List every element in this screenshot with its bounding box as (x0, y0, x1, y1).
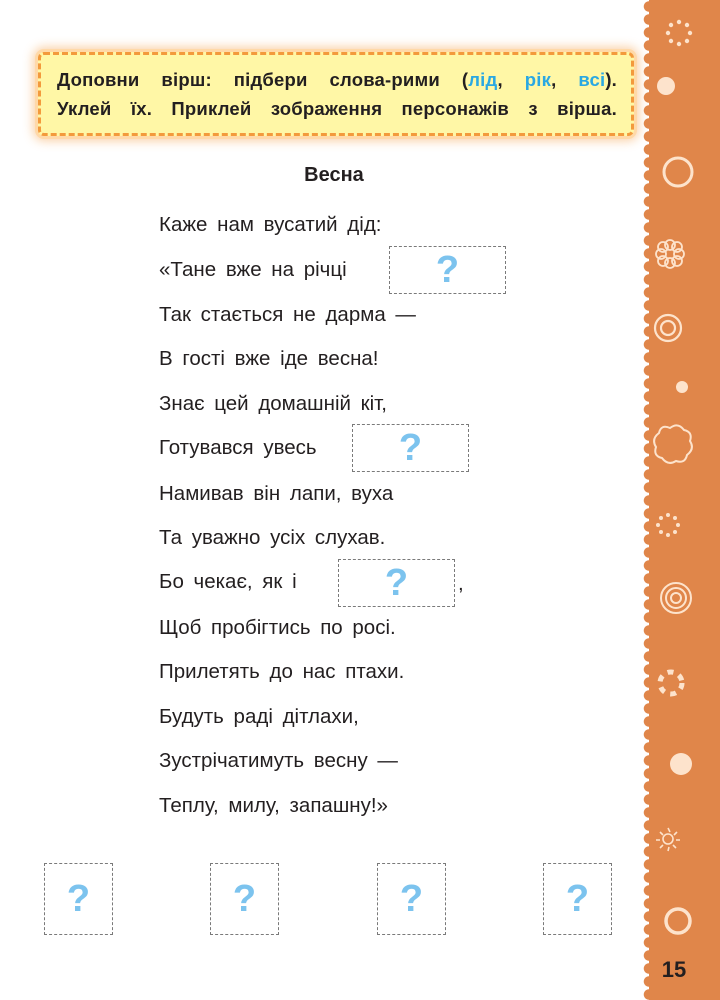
side-decorations (651, 0, 711, 960)
wavy-circle-icon (654, 425, 692, 462)
dotted-circle-icon (656, 513, 680, 537)
question-mark-icon: ? (399, 878, 424, 920)
poem-line: Щоб пробігтись по росі. (159, 616, 396, 639)
poem-title: Весна (304, 164, 364, 186)
question-mark-icon: ? (565, 878, 590, 920)
trailing-comma: , (458, 572, 464, 595)
poem-line: Готувався увесь (159, 436, 317, 459)
ring-icon (664, 158, 692, 186)
rhyme-word: всі (578, 69, 606, 90)
separator: , (497, 69, 525, 90)
poem-line: Намивав він лапи, вуха (159, 482, 394, 505)
page-number: 15 (661, 957, 687, 982)
poem-line: Та уважно усіх слухав. (159, 526, 386, 549)
character-sticker-slot[interactable] (210, 863, 279, 935)
poem-line: В гості вже іде весна! (159, 347, 379, 370)
question-mark-icon: ? (232, 878, 257, 920)
poem-line: Прилетять до нас птахи. (159, 660, 405, 683)
character-sticker-slot[interactable] (543, 863, 612, 935)
rhyme-word: рік (524, 69, 552, 90)
poem-line: Знає цей домашній кіт, (159, 392, 387, 415)
question-mark-icon: ? (398, 427, 423, 469)
poem-line: «Тане вже на річці (159, 258, 347, 281)
separator: , (551, 69, 579, 90)
double-ring-icon (655, 315, 681, 341)
triple-ring-icon (661, 583, 691, 613)
character-sticker-slot[interactable] (44, 863, 113, 935)
ring-icon (666, 909, 690, 933)
rhyme-word: лід (468, 69, 498, 90)
poem-line: Теплу, милу, запашну!» (159, 794, 388, 817)
poem-line: Будуть раді дітлахи, (159, 705, 359, 728)
poem-line: Каже нам вусатий дід: (159, 213, 382, 236)
character-sticker-slot[interactable] (377, 863, 446, 935)
question-mark-icon: ? (435, 249, 460, 291)
rhyme-sticker-slot[interactable] (389, 246, 506, 294)
rhyme-sticker-slot[interactable] (352, 424, 469, 472)
sun-swirl-icon (656, 828, 680, 851)
instruction-text: ). (605, 69, 618, 90)
dot-icon (676, 381, 688, 393)
dashed-circle-icon (660, 672, 682, 694)
poem-line: Так стається не дарма — (159, 303, 416, 326)
instruction-banner (38, 52, 634, 136)
poem-line: Бо чекає, як і (159, 570, 297, 593)
dot-icon (657, 77, 675, 95)
instruction-line-1 (57, 65, 617, 94)
rhyme-sticker-slot[interactable] (338, 559, 455, 607)
instruction-line-2: Уклей їх. Приклей зображення персонажів з вірша. (57, 98, 617, 119)
question-mark-icon: ? (66, 878, 91, 920)
dot-icon (670, 753, 692, 775)
poem-line: Зустрічатимуть весну — (159, 749, 398, 772)
flower-outline-icon (656, 240, 684, 268)
instruction-text: Доповни вірш: підбери слова-рими ( (57, 69, 469, 90)
question-mark-icon: ? (384, 562, 409, 604)
dotted-circle-icon (666, 20, 692, 46)
